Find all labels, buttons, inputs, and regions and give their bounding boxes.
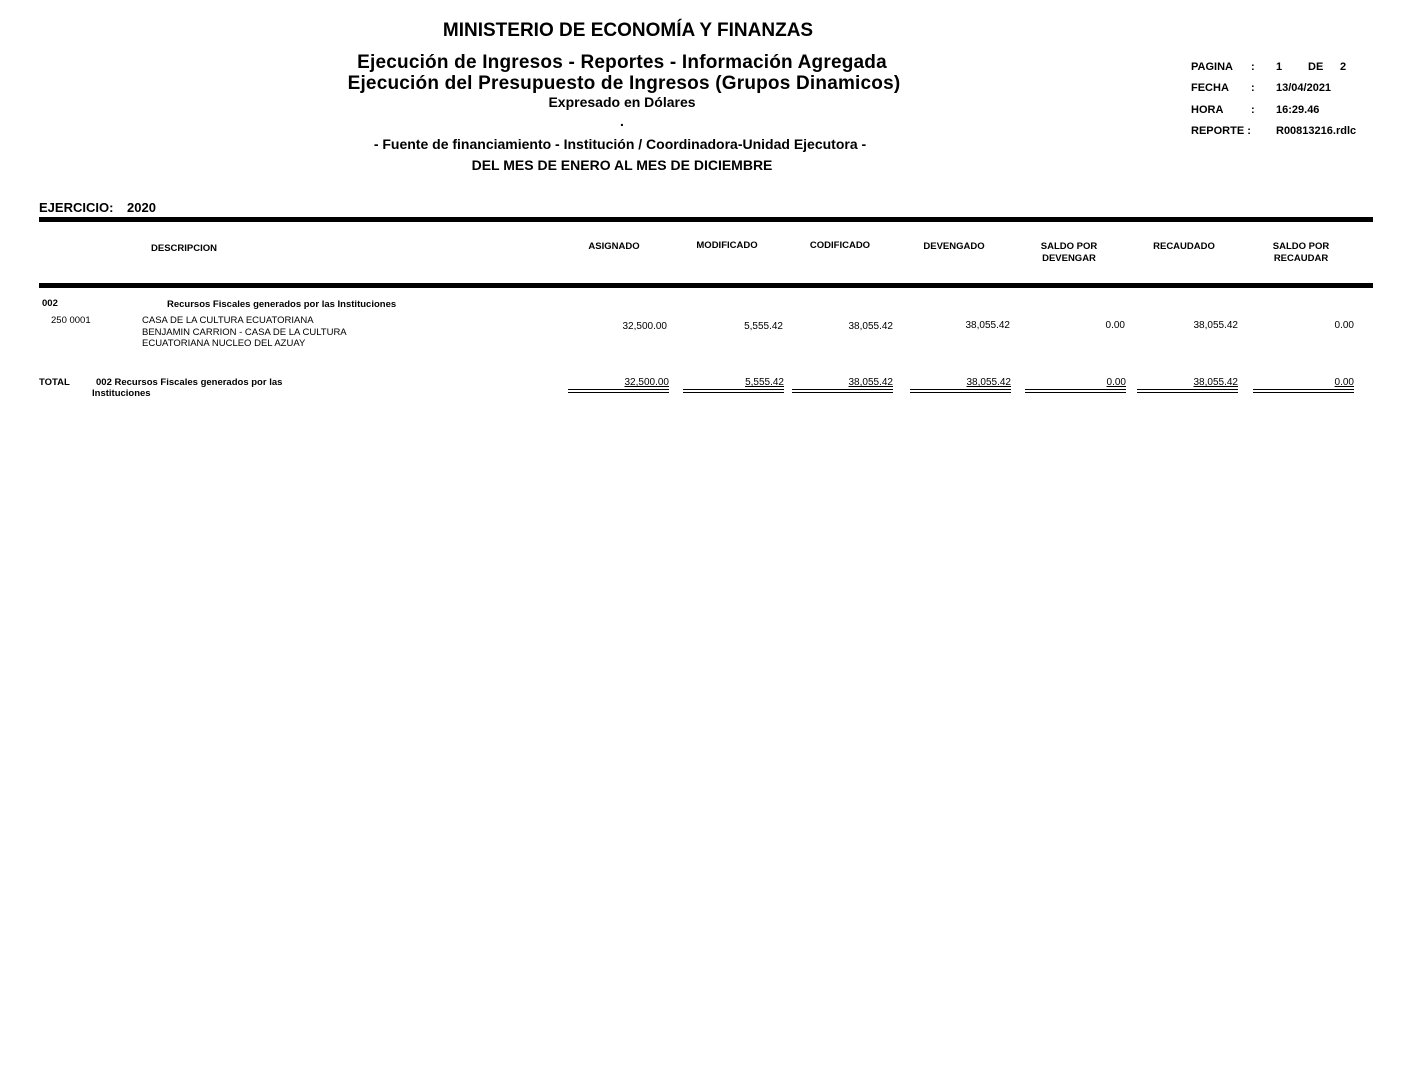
meta-colon: :: [1251, 61, 1255, 73]
total-description-line1: 002 Recursos Fiscales generados por las: [96, 377, 283, 388]
header-bottom-rule: [39, 283, 1373, 288]
total-codificado-cell: [792, 379, 893, 390]
total-devengado-cell: [910, 379, 1011, 390]
total-recaudado: 38,055.42: [1193, 377, 1238, 388]
col-modificado: MODIFICADO: [696, 240, 758, 251]
row-devengado: 38,055.42: [965, 320, 1010, 331]
group-name: Recursos Fiscales generados por las Instituciones: [167, 299, 397, 310]
row-saldo-recaudar: 0.00: [1334, 320, 1354, 331]
col-saldo-recaudar-line2: RECAUDAR: [1273, 253, 1329, 264]
col-descripcion: DESCRIPCION: [151, 243, 217, 254]
ejercicio: [39, 200, 156, 215]
total-modificado-cell: [683, 379, 784, 390]
fecha-value: 13/04/2021: [1276, 82, 1332, 94]
col-saldo-devengar: [1029, 241, 1109, 265]
row-codificado: 38,055.42: [848, 321, 893, 332]
separator-dot: .: [620, 113, 624, 129]
total-codificado: 38,055.42: [848, 377, 893, 388]
row-description-line3: ECUATORIANA NUCLEO DEL AZUAY: [142, 338, 306, 349]
header-top-rule: [39, 217, 1373, 222]
total-label: TOTAL: [39, 377, 70, 388]
col-saldo-recaudar-line1: SALDO POR: [1272, 241, 1330, 252]
row-description-line1: CASA DE LA CULTURA ECUATORIANA: [142, 315, 314, 326]
row-saldo-devengar: 0.00: [1105, 320, 1125, 331]
fecha-label: FECHA: [1191, 82, 1229, 94]
total-saldo-devengar: 0.00: [1106, 377, 1126, 388]
total-modificado: 5,555.42: [745, 377, 784, 388]
total-description: [92, 377, 283, 399]
reporte-value: R00813216.rdlc: [1276, 125, 1357, 137]
meta-colon: :: [1251, 104, 1255, 116]
total-description-line2: Instituciones: [92, 388, 151, 399]
group-code: 002: [42, 298, 58, 309]
hora-value: 16:29.46: [1276, 104, 1320, 116]
col-codificado: CODIFICADO: [809, 240, 871, 251]
reporte-label: REPORTE :: [1191, 125, 1251, 137]
report-title-line1: Ejecución de Ingresos - Reportes - Información Agregada: [357, 52, 887, 73]
row-modificado: 5,555.42: [744, 321, 783, 332]
hora-label: HORA: [1191, 104, 1224, 116]
report-period: DEL MES DE ENERO AL MES DE DICIEMBRE: [471, 157, 773, 173]
row-asignado: 32,500.00: [622, 321, 667, 332]
col-recaudado: RECAUDADO: [1153, 241, 1215, 252]
ejercicio-value: 2020: [127, 200, 156, 215]
report-title-line2: Ejecución del Presupuesto de Ingresos (Grupos Dinamicos): [347, 73, 901, 94]
de-label: DE: [1308, 61, 1324, 73]
total-devengado: 38,055.42: [966, 377, 1011, 388]
row-description: [142, 315, 347, 350]
col-devengado: DEVENGADO: [923, 241, 985, 252]
meta-colon: :: [1251, 82, 1255, 94]
total-saldo-recaudar: 0.00: [1334, 377, 1354, 388]
total-saldo-devengar-cell: [1025, 379, 1126, 390]
currency-note: Expresado en Dólares: [548, 94, 696, 110]
col-saldo-devengar-line1: SALDO POR: [1040, 241, 1098, 252]
pagina-label: PAGINA: [1191, 61, 1233, 73]
row-description-line2: BENJAMIN CARRION - CASA DE LA CULTURA: [142, 326, 347, 338]
pagina-value: 1: [1276, 61, 1283, 73]
total-asignado: 32,500.00: [624, 377, 669, 388]
col-saldo-devengar-line2: DEVENGAR: [1042, 253, 1096, 264]
row-recaudado: 38,055.42: [1193, 320, 1238, 331]
total-recaudado-cell: [1137, 379, 1238, 390]
ministry-title: MINISTERIO DE ECONOMÍA Y FINANZAS: [442, 20, 814, 41]
col-saldo-recaudar: [1261, 241, 1341, 265]
total-asignado-cell: [568, 379, 669, 390]
grouping-description: - Fuente de financiamiento - Institución / Coordinadora-Unidad Ejecutora -: [373, 136, 867, 152]
de-value: 2: [1340, 61, 1347, 73]
row-code: 250 0001: [51, 315, 91, 326]
ejercicio-label: EJERCICIO:: [39, 200, 114, 215]
total-saldo-recaudar-cell: [1253, 379, 1354, 390]
col-asignado: ASIGNADO: [588, 241, 640, 252]
